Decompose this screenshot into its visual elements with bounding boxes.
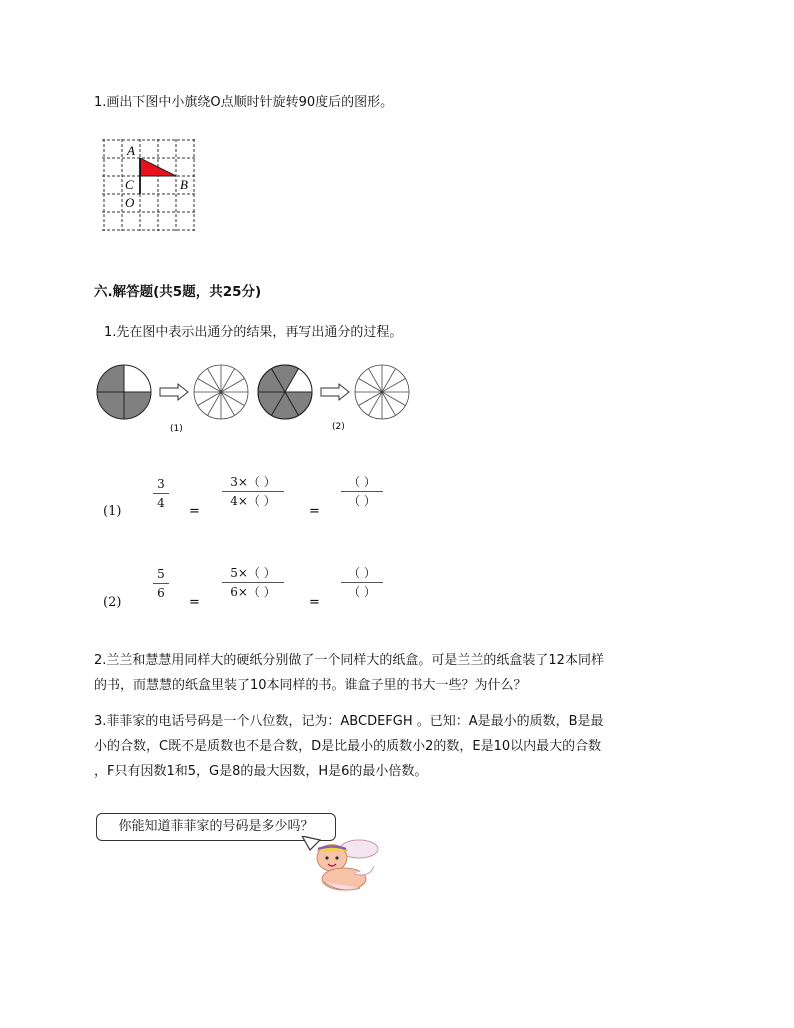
q3-line2: 小的合数，C既不是质数也不是合数，D是比最小的质数小2的数，E是10以内最大的合数 — [94, 739, 602, 754]
row1-expansion — [222, 474, 284, 509]
circle-sixths-5-6 — [258, 365, 312, 419]
row2-fraction — [153, 566, 169, 601]
row2-res-num: （ ） — [348, 566, 376, 580]
row1-mid-den: 4×（ ） — [230, 494, 276, 508]
row1-num: 3 — [157, 477, 165, 491]
circle-twelfths-2 — [355, 365, 409, 419]
row2-mid-num: 5×（ ） — [230, 566, 276, 580]
row1-mid-num: 3×（ ） — [230, 475, 276, 489]
row1-res-den: （ ） — [348, 494, 376, 508]
q3-text — [94, 709, 604, 784]
label-c: C — [125, 177, 134, 192]
arrow-1-icon — [160, 384, 188, 400]
q1-text: 1.先在图中表示出通分的结果，再写出通分的过程。 — [104, 325, 403, 340]
fraction-circles-figure — [94, 360, 424, 440]
q2-line2: 的书，而慧慧的纸盒里装了10本同样的书。谁盒子里的书大一些？为什么？ — [94, 678, 527, 693]
q3-line1: 3.菲菲家的电话号码是一个八位数，记为：ABCDEFGH 。已知：A是最小的质数，B是最 — [94, 714, 604, 729]
row1-fraction — [153, 476, 169, 511]
q3-line3: ，F只有因数1和5，G是8的最大因数，H是6的最小倍数。 — [94, 764, 428, 779]
row1-result — [341, 474, 383, 509]
row1-res-num: （ ） — [348, 475, 376, 489]
fig-label-1: (1) — [170, 424, 183, 434]
fig-label-2: (2) — [332, 422, 345, 432]
row2-eq2: = — [309, 595, 320, 610]
flag-grid-figure — [100, 136, 200, 234]
row2-res-den: （ ） — [348, 585, 376, 599]
circle-quarters-3-4 — [97, 365, 151, 419]
row2-eq1: = — [189, 595, 200, 610]
section-heading: 六.解答题(共5题，共25分) — [94, 284, 262, 300]
row2-label: (2) — [103, 595, 122, 610]
row1-den: 4 — [157, 496, 165, 510]
label-a: A — [127, 143, 135, 158]
label-o: O — [125, 195, 135, 210]
row2-num: 5 — [157, 567, 165, 581]
row2-result — [341, 565, 383, 600]
bubble-tail — [302, 836, 320, 850]
row1-eq1: = — [189, 504, 200, 519]
arrow-2-icon — [321, 384, 349, 400]
row2-expansion — [222, 565, 284, 600]
q2-text — [94, 648, 604, 698]
rotate-question-text: 1.画出下图中小旗绕O点顺时针旋转90度后的图形。 — [94, 95, 394, 110]
row1-label: (1) — [103, 504, 122, 519]
q2-line1: 2.兰兰和慧慧用同样大的硬纸分别做了一个同样大的纸盒。可是兰兰的纸盒装了12本同样 — [94, 653, 604, 668]
label-b: B — [180, 177, 188, 192]
circle-twelfths-1 — [194, 365, 248, 419]
row2-den: 6 — [157, 586, 165, 600]
cupid-illustration — [280, 836, 390, 898]
row2-mid-den: 6×（ ） — [230, 585, 276, 599]
cupid-icon — [317, 840, 378, 890]
row1-eq2: = — [309, 504, 320, 519]
speech-bubble: 你能知道菲菲家的号码是多少吗？ — [96, 813, 336, 841]
